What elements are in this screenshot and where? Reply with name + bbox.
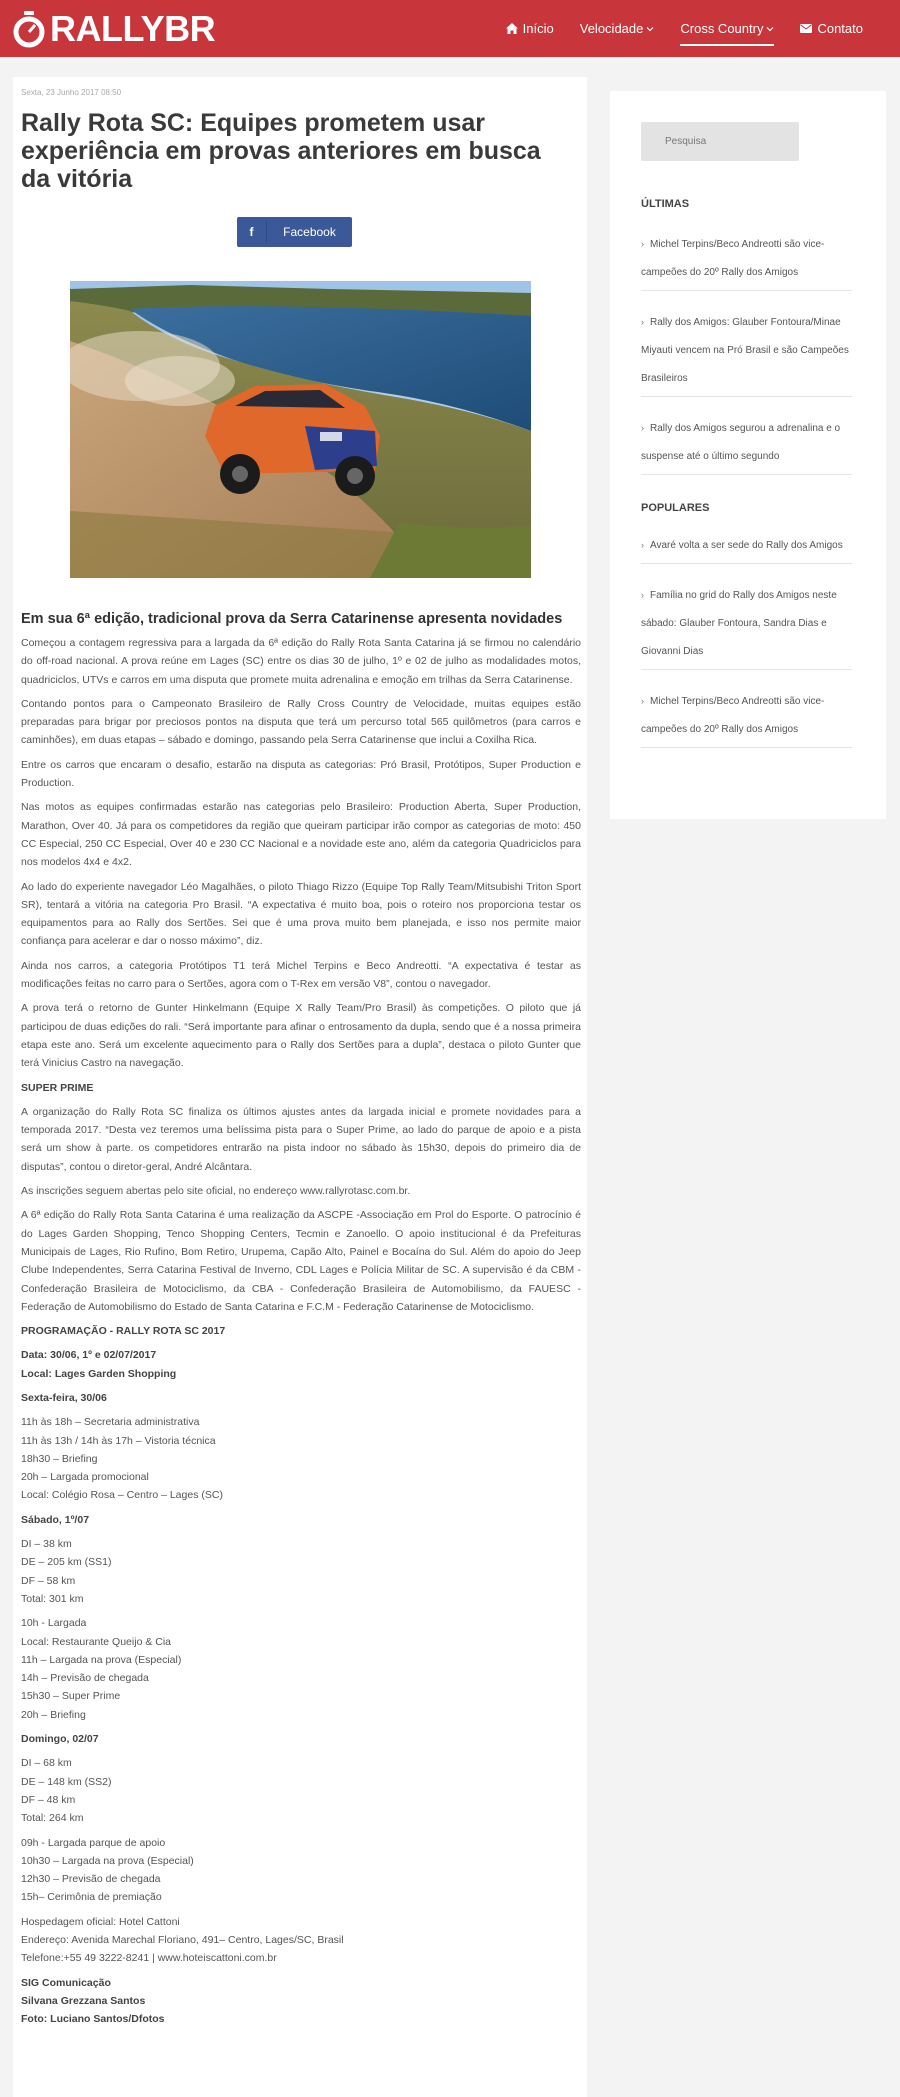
- article-paragraph: Começou a contagem regressiva para a largada da 6ª edição do Rally Rota Santa Catarina já se firmou no calendário do off-road nacional. A prova reúne em Lages (SC) entre os dias 30 de julho, 1º e 02 de julho as modalidades motos, quadriciclos, UTVs e carros em uma disputa que promete muita adrenalina e emoção em trilhas da Serra Catarinense.: [21, 637, 581, 686]
- article-container: [13, 77, 587, 2097]
- schedule-line: Local: Restaurante Queijo & Cia: [21, 1635, 171, 1648]
- schedule-line: 11h – Largada na prova (Especial): [21, 1653, 182, 1666]
- chevron-down-icon: [766, 26, 774, 32]
- distance-line: Total: 301 km: [21, 1592, 84, 1605]
- nav-velocidade[interactable]: [580, 0, 655, 57]
- distance-line: DE – 205 km (SS1): [21, 1556, 112, 1569]
- popular-item[interactable]: › Michel Terpins/Beco Andreotti são vice-campeões do 20º Rally dos Amigos: [641, 670, 852, 748]
- sidebar: [610, 91, 886, 819]
- article-paragraph: Nas motos as equipes confirmadas estarão nas categorias pelo Brasileiro: Production Aberta, Super Production, Marathon, Over 40. Já para os competidores da região que queiram participar irão compor as categorias de moto: 450 CC Especial, 250 CC Especial, Over 40 e 230 CC Nacional e a novidade este ano, além da categoria Quadriciclos para nos modelos 4x4 e 4x2.: [21, 801, 581, 869]
- chevron-right-icon: ›: [641, 696, 644, 706]
- distance-line: DI – 68 km: [21, 1757, 72, 1770]
- popular-heading: POPULARES: [641, 502, 710, 514]
- chevron-right-icon: ›: [641, 590, 644, 600]
- distance-line: DF – 48 km: [21, 1793, 76, 1806]
- schedule-line: 18h30 – Briefing: [21, 1452, 98, 1465]
- schedule-line: Local: Colégio Rosa – Centro – Lages (SC): [21, 1489, 223, 1502]
- latest-list: [641, 224, 852, 475]
- stopwatch-icon: [12, 10, 46, 48]
- distance-line: Total: 264 km: [21, 1812, 84, 1825]
- hotel-line: Telefone:+55 49 3222-8241 | www.hoteiscattoni.com.br: [21, 1952, 277, 1965]
- facebook-icon: f: [237, 221, 267, 243]
- latest-item[interactable]: › Rally dos Amigos segurou a adrenalina e o suspense até o último segundo: [641, 397, 852, 475]
- schedule-line: 15h– Cerimônia de premiação: [21, 1891, 162, 1904]
- site-logo[interactable]: [12, 9, 215, 49]
- program-heading: PROGRAMAÇÃO - RALLY ROTA SC 2017: [21, 1325, 226, 1338]
- article-photo-rally-car: [70, 281, 531, 578]
- article-paragraph: A 6ª edição do Rally Rota Santa Catarina é uma realização da ASCPE -Associação em Prol do Esporte. O patrocínio é do Lages Garden Shopping, Tenco Shopping Centers, Tecmin e Zanoello. O apoio institucional é da Prefeituras Municipais de Lages, Rio Rufino, Bom Retiro, Urupema, Capão Alto, Painel e Bocaína do Sul. Além do apoio do Jeep Clube Independentes, Serra Catarina Festival de Inverno, CDL Lages e Polícia Militar de SC. A supervisão é da CBM - Confederação Brasileira de Motociclismo, da CBA - Confederação Brasileira de Automobilismo, da FAUESC - Federação de Automobilismo do Estado de Santa Catarina e F.C.M - Federação Catarinense de Motociclismo.: [21, 1209, 581, 1313]
- article-title: Rally Rota SC: Equipes prometem usar experiência em provas anteriores em busca da vitória: [21, 109, 541, 193]
- home-icon: [506, 23, 518, 34]
- schedule-line: 10h - Largada: [21, 1617, 87, 1630]
- credit-line: Foto: Luciano Santos/Dfotos: [21, 2013, 165, 2026]
- article-body: [21, 611, 581, 2034]
- day2-heading: Sábado, 1º/07: [21, 1513, 90, 1526]
- facebook-share-button[interactable]: [237, 217, 352, 247]
- schedule-line: 20h – Briefing: [21, 1708, 86, 1721]
- nav-velocidade-label: Velocidade: [579, 21, 644, 36]
- hotel-line: Endereço: Avenida Marechal Floriano, 491– Centro, Lages/SC, Brasil: [21, 1934, 344, 1946]
- schedule-line: 10h30 – Largada na prova (Especial): [21, 1854, 194, 1867]
- envelope-icon: [800, 24, 812, 33]
- hotel-line: Hospedagem oficial: Hotel Cattoni: [21, 1915, 180, 1928]
- schedule-line: 20h – Largada promocional: [21, 1471, 149, 1484]
- nav-inicio[interactable]: [506, 0, 554, 57]
- site-header: [0, 0, 900, 57]
- schedule-line: 09h - Largada parque de apoio: [21, 1836, 166, 1849]
- nav-inicio-label: Início: [522, 21, 554, 36]
- distance-line: DE – 148 km (SS2): [21, 1775, 112, 1788]
- article-paragraph: Ao lado do experiente navegador Léo Magalhães, o piloto Thiago Rizzo (Equipe Top Rally Team/Mitsubishi Triton Sport SR), tentará a vitória na categoria Pro Brasil. “A expectativa é muito boa, pois o roteiro nos proporciona testar os equipamentos para ao Rally dos Sertões. Sei que é uma prova muito bem planejada, e isso nos permite maior confiança para acelerar e dar o nosso máximo”, diz.: [21, 880, 581, 948]
- program-local: Local: Lages Garden Shopping: [21, 1367, 177, 1380]
- popular-list: [641, 525, 852, 748]
- chevron-right-icon: ›: [641, 540, 644, 550]
- super-prime-heading: SUPER PRIME: [21, 1081, 94, 1094]
- article-paragraph: Contando pontos para o Campeonato Brasileiro de Rally Cross Country de Velocidade, muitas equipes estão preparadas para brigar por preciosos pontos na disputa que terá um percurso total 565 quilômetros (para carros e caminhões), em duas etapas – sábado e domingo, passando pela Serra Catarinense que inclui a Coxilha Rica.: [21, 697, 581, 747]
- article-paragraph: A prova terá o retorno de Gunter Hinkelmann (Equipe X Rally Team/Pro Brasil) às competições. O piloto que já participou de duas edições do rali. “Será importante para afinar o entrosamento da dupla, sendo que é a nossa primeira etapa este ano. Será um excelente aquecimento para o Rally dos Sertões para a dupla”, destaca o piloto Gunter que terá Vinicius Castro na navegação.: [21, 1002, 581, 1070]
- latest-heading: ÚLTIMAS: [641, 198, 690, 210]
- program-date: Data: 30/06, 1º e 02/07/2017: [21, 1349, 157, 1362]
- nav-contato[interactable]: [800, 0, 863, 57]
- article-paragraph: As inscrições seguem abertas pelo site oficial, no endereço www.rallyrotasc.com.br.: [21, 1185, 411, 1198]
- latest-item[interactable]: › Rally dos Amigos: Glauber Fontoura/Minae Miyauti vencem na Pró Brasil e são Campeões Brasileiros: [641, 291, 852, 397]
- schedule-line: 12h30 – Previsão de chegada: [21, 1873, 161, 1886]
- credit-line: Silvana Grezzana Santos: [21, 1994, 146, 2007]
- article-date: Sexta, 23 Junho 2017 08:50: [21, 88, 122, 97]
- article-paragraph: A organização do Rally Rota SC finaliza os últimos ajustes antes da largada inicial e promete novidades para a temporada 2017. “Desta vez teremos uma belíssima pista para o Super Prime, ao lado do parque de apoio e a pista será um show à parte. os competidores entrarão na pista indoor no sábado às 15h30, depois do primeiro dia de disputas”, contou o diretor-geral, André Alcântara.: [21, 1105, 581, 1173]
- article-subhead: Em sua 6ª edição, tradicional prova da Serra Catarinense apresenta novidades: [21, 611, 563, 627]
- day3-heading: Domingo, 02/07: [21, 1733, 99, 1746]
- distance-line: DI – 38 km: [21, 1538, 72, 1551]
- nav-cross-country-label: Cross Country: [680, 21, 764, 36]
- schedule-line: 11h às 18h – Secretaria administrativa: [21, 1416, 200, 1429]
- chevron-right-icon: ›: [641, 317, 644, 327]
- schedule-line: 14h – Previsão de chegada: [21, 1672, 149, 1685]
- search-box: [641, 122, 799, 161]
- distance-line: DF – 58 km: [21, 1574, 76, 1587]
- main-nav: [480, 0, 863, 57]
- chevron-right-icon: ›: [641, 423, 644, 433]
- chevron-right-icon: ›: [641, 239, 644, 249]
- nav-contato-label: Contato: [817, 21, 863, 36]
- logo-text: RALLYBR: [50, 8, 216, 49]
- schedule-line: 11h às 13h / 14h às 17h – Vistoria técnica: [21, 1434, 216, 1447]
- article-paragraph: Ainda nos carros, a categoria Protótipos T1 terá Michel Terpins e Beco Andreotti. “A expectativa é testar as modificações feitas no carro para o Sertões, agora com o T-Rex em versão V8”, contou o navegador.: [21, 959, 581, 991]
- article-paragraph: Entre os carros que encaram o desafio, estarão na disputa as categorias: Pró Brasil, Protótipos, Super Production e Production.: [21, 758, 581, 790]
- chevron-down-icon: [646, 26, 654, 32]
- day1-heading: Sexta-feira, 30/06: [21, 1391, 107, 1404]
- popular-item[interactable]: › Família no grid do Rally dos Amigos neste sábado: Glauber Fontoura, Sandra Dias e Giovanni Dias: [641, 564, 852, 670]
- nav-cross-country[interactable]: [680, 0, 774, 57]
- popular-item[interactable]: › Avaré volta a ser sede do Rally dos Amigos: [641, 525, 852, 564]
- credit-line: SIG Comunicação: [21, 1976, 111, 1989]
- facebook-share-label: Facebook: [283, 225, 336, 239]
- latest-item[interactable]: › Michel Terpins/Beco Andreotti são vice-campeões do 20º Rally dos Amigos: [641, 224, 852, 291]
- search-input[interactable]: [641, 122, 799, 161]
- schedule-line: 15h30 – Super Prime: [21, 1690, 121, 1703]
